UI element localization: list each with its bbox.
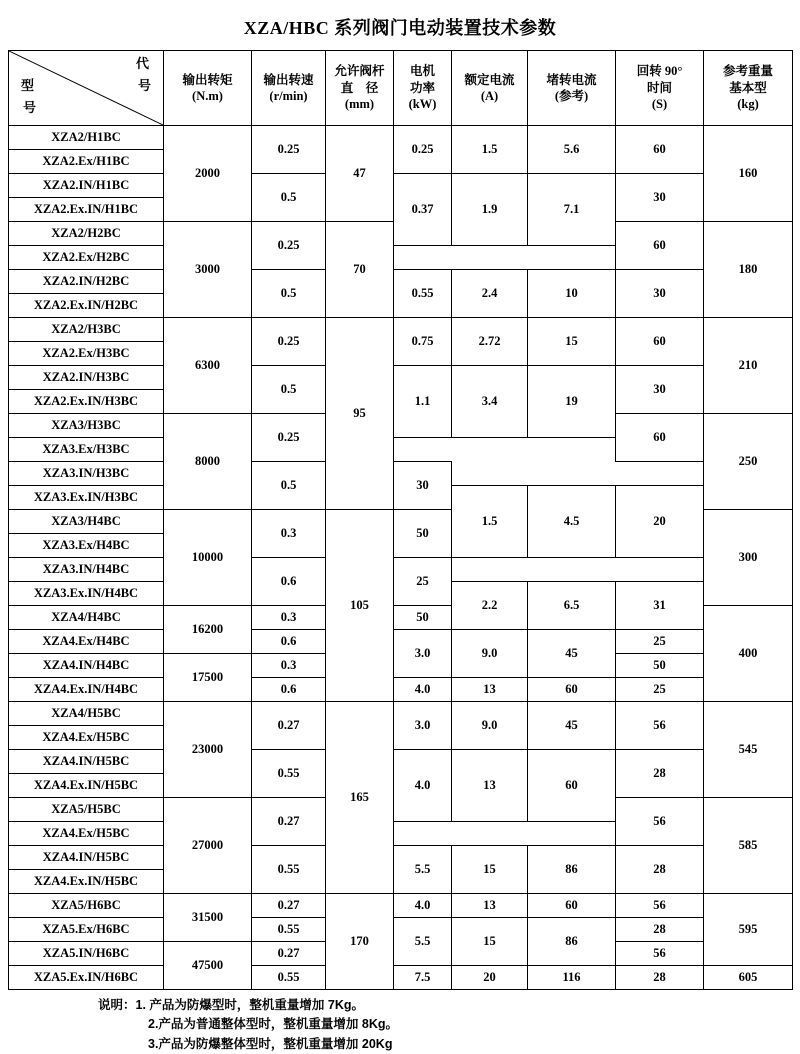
cell-current: 2.4	[452, 270, 528, 318]
cell-speed: 0.27	[252, 798, 326, 846]
cell-torque: 8000	[164, 414, 252, 510]
cell-current: 9.0	[452, 702, 528, 750]
cell-speed: 0.5	[252, 270, 326, 318]
cell-time: 25	[616, 678, 704, 702]
header-line: 电机	[409, 64, 435, 79]
cell-stall: 20	[616, 486, 704, 558]
cell-torque: 23000	[164, 702, 252, 798]
table-header-row	[9, 51, 793, 126]
cell-torque: 10000	[164, 510, 252, 606]
cell-time: 28	[616, 846, 704, 894]
cell-time: 25	[616, 630, 704, 654]
cell-stall: 31	[616, 582, 704, 630]
cell-time: 56	[616, 798, 704, 846]
cell-diameter: 105	[326, 510, 394, 702]
cell-time: 50	[394, 606, 452, 630]
cell-model: XZA2.Ex.IN/H3BC	[9, 390, 164, 414]
cell-power: 7.5	[394, 966, 452, 990]
cell-model: XZA2.Ex.IN/H2BC	[9, 294, 164, 318]
cell-speed: 0.25	[252, 414, 326, 462]
cell-weight: 595	[704, 894, 793, 966]
cell-model: XZA4.Ex.IN/H5BC	[9, 870, 164, 894]
cell-torque: 2000	[164, 126, 252, 222]
cell-speed: 0.6	[252, 558, 326, 606]
cell-weight: 210	[704, 318, 793, 414]
cell-time: 30	[394, 462, 452, 510]
cell-stall: 19	[528, 366, 616, 438]
cell-model: XZA4.Ex.IN/H4BC	[9, 678, 164, 702]
cell-model: XZA2.Ex.IN/H1BC	[9, 198, 164, 222]
header-corner-cell	[9, 51, 164, 126]
cell-weight: 300	[704, 510, 793, 606]
table-row	[9, 966, 793, 990]
cell-time: 60	[616, 414, 704, 462]
table-row	[9, 126, 793, 150]
spec-table	[8, 50, 793, 990]
table-row	[9, 702, 793, 726]
cell-model: XZA4.IN/H5BC	[9, 846, 164, 870]
cell-torque: 3000	[164, 222, 252, 318]
cell-stall: 15	[528, 318, 616, 366]
cell-diameter: 95	[326, 318, 394, 510]
cell-time: 60	[616, 318, 704, 366]
cell-model: XZA3.IN/H4BC	[9, 558, 164, 582]
notes-block	[8, 996, 792, 1054]
cell-time: 60	[616, 126, 704, 174]
cell-model: XZA3.Ex.IN/H4BC	[9, 582, 164, 606]
cell-current: 13	[452, 750, 528, 822]
header-line: 回转 90°	[636, 64, 683, 79]
cell-speed: 0.5	[252, 462, 326, 510]
header-line: (N.m)	[192, 89, 223, 103]
cell-stall: 7.1	[528, 174, 616, 246]
cell-speed: 0.3	[252, 510, 326, 558]
cell-time: 30	[616, 270, 704, 318]
table-row	[9, 678, 793, 702]
header-line: 允许阀杆	[334, 64, 385, 79]
cell-diameter: 70	[326, 222, 394, 318]
header-line: (S)	[651, 97, 668, 112]
cell-power: 4.0	[394, 750, 452, 822]
cell-time: 28	[616, 918, 704, 942]
cell-time: 30	[616, 366, 704, 414]
cell-model: XZA4.IN/H5BC	[9, 750, 164, 774]
cell-model: XZA2/H3BC	[9, 318, 164, 342]
header-line: (mm)	[344, 97, 375, 112]
cell-current: 6.5	[528, 582, 616, 630]
cell-torque: 47500	[164, 942, 252, 990]
cell-time: 56	[616, 942, 704, 966]
cell-current: 2.72	[452, 318, 528, 366]
note-line-3: 3.产品为防爆整体型时，整机重量增加 20Kg	[148, 1036, 393, 1051]
corner-label-xing: 型	[21, 78, 35, 93]
cell-model: XZA4/H4BC	[9, 606, 164, 630]
cell-current: 9.0	[452, 630, 528, 678]
cell-current: 20	[452, 966, 528, 990]
cell-power: 1.5	[452, 486, 528, 558]
cell-model: XZA2.Ex/H2BC	[9, 246, 164, 270]
cell-stall: 116	[528, 966, 616, 990]
cell-model: XZA3.Ex.IN/H3BC	[9, 486, 164, 510]
header-line: (r/min)	[269, 89, 308, 103]
header-rated-current	[452, 51, 528, 126]
cell-speed: 0.5	[252, 174, 326, 222]
cell-power: 0.25	[394, 126, 452, 174]
cell-weight: 605	[704, 966, 793, 990]
cell-model: XZA3/H3BC	[9, 414, 164, 438]
header-line: 时间	[646, 80, 672, 95]
cell-weight: 180	[704, 222, 793, 318]
cell-model: XZA4.Ex/H5BC	[9, 726, 164, 750]
cell-weight: 400	[704, 606, 793, 702]
table-row	[9, 318, 793, 342]
cell-time: 25	[394, 558, 452, 606]
cell-stall: 60	[528, 894, 616, 918]
cell-power: 4.0	[394, 678, 452, 702]
cell-speed: 0.6	[252, 678, 326, 702]
cell-speed: 0.55	[252, 966, 326, 990]
cell-diameter: 165	[326, 702, 394, 894]
table-row	[9, 750, 793, 774]
corner-label-dai: 代	[135, 56, 149, 71]
cell-speed: 0.5	[252, 366, 326, 414]
note-1-text: 1. 产品为防爆型时，整机重量增加 7Kg。	[135, 998, 365, 1012]
cell-speed: 0.3	[252, 654, 326, 678]
header-line: 基本型	[729, 80, 767, 95]
header-output-torque	[164, 51, 252, 126]
corner-label-hao-bottom: 号	[23, 100, 37, 115]
header-line: 直 径	[340, 80, 379, 95]
cell-stall: 45	[528, 630, 616, 678]
cell-time: 56	[616, 894, 704, 918]
cell-current: 13	[452, 894, 528, 918]
cell-time: 28	[616, 966, 704, 990]
cell-time: 56	[616, 702, 704, 750]
cell-speed: 0.55	[252, 918, 326, 942]
cell-torque: 6300	[164, 318, 252, 414]
cell-power: 0.55	[394, 270, 452, 318]
cell-speed: 0.25	[252, 318, 326, 366]
cell-model: XZA2/H1BC	[9, 126, 164, 150]
cell-stall: 5.6	[528, 126, 616, 174]
cell-current: 1.9	[452, 174, 528, 246]
cell-speed: 0.3	[252, 606, 326, 630]
cell-model: XZA2.IN/H2BC	[9, 270, 164, 294]
table-row	[9, 174, 793, 198]
cell-model: XZA5.Ex/H6BC	[9, 918, 164, 942]
cell-current: 13	[452, 678, 528, 702]
cell-model: XZA2.Ex/H1BC	[9, 150, 164, 174]
header-turn-time	[616, 51, 704, 126]
header-output-speed	[252, 51, 326, 126]
header-line: 额定电流	[464, 72, 515, 87]
notes-label: 说明：	[98, 998, 136, 1012]
cell-model: XZA2.IN/H3BC	[9, 366, 164, 390]
cell-weight: 545	[704, 702, 793, 798]
cell-time: 60	[616, 222, 704, 270]
header-motor-power	[394, 51, 452, 126]
cell-model: XZA4/H5BC	[9, 702, 164, 726]
cell-weight: 585	[704, 798, 793, 894]
cell-speed: 0.55	[252, 750, 326, 798]
cell-model: XZA3.Ex/H4BC	[9, 534, 164, 558]
cell-current: 3.4	[452, 366, 528, 438]
cell-model: XZA3.IN/H3BC	[9, 462, 164, 486]
note-line-2: 2.产品为普通整体型时，整机重量增加 8Kg。	[148, 1017, 399, 1032]
cell-current: 15	[452, 918, 528, 966]
cell-model: XZA2/H2BC	[9, 222, 164, 246]
table-row	[9, 462, 793, 486]
cell-model: XZA5/H6BC	[9, 894, 164, 918]
header-line: (参考)	[554, 89, 589, 103]
cell-model: XZA5.Ex.IN/H6BC	[9, 966, 164, 990]
cell-stall: 60	[528, 678, 616, 702]
cell-torque: 27000	[164, 798, 252, 894]
header-stem-diameter	[326, 51, 394, 126]
cell-model: XZA5.IN/H6BC	[9, 942, 164, 966]
page-title: XZA/HBC 系列阀门电动装置技术参数	[243, 18, 557, 38]
cell-diameter: 170	[326, 894, 394, 990]
cell-model: XZA3/H4BC	[9, 510, 164, 534]
cell-speed: 0.27	[252, 942, 326, 966]
cell-time: 28	[616, 750, 704, 798]
cell-time: 50	[616, 654, 704, 678]
cell-stall: 60	[528, 750, 616, 822]
cell-weight: 160	[704, 126, 793, 222]
cell-power: 5.5	[394, 918, 452, 966]
table-row	[9, 846, 793, 870]
cell-weight: 250	[704, 414, 793, 510]
cell-model: XZA4.Ex/H4BC	[9, 630, 164, 654]
table-row	[9, 894, 793, 918]
cell-current: 15	[452, 846, 528, 894]
header-line: 参考重量	[722, 64, 773, 79]
cell-model: XZA5/H5BC	[9, 798, 164, 822]
table-row	[9, 630, 793, 654]
cell-model: XZA3.Ex/H3BC	[9, 438, 164, 462]
cell-torque: 17500	[164, 654, 252, 702]
header-line: 功率	[409, 80, 435, 95]
cell-stall: 45	[528, 702, 616, 750]
header-stall-current	[528, 51, 616, 126]
note-line-1	[8, 996, 792, 1015]
cell-model: XZA4.Ex.IN/H5BC	[9, 774, 164, 798]
cell-power: 2.2	[452, 582, 528, 630]
header-line: (A)	[480, 89, 499, 103]
cell-model: XZA4.Ex/H5BC	[9, 822, 164, 846]
cell-power: 5.5	[394, 846, 452, 894]
cell-current: 1.5	[452, 126, 528, 174]
cell-torque: 31500	[164, 894, 252, 942]
cell-model: XZA2.IN/H1BC	[9, 174, 164, 198]
table-row	[9, 918, 793, 942]
cell-model: XZA2.Ex/H3BC	[9, 342, 164, 366]
cell-time: 50	[394, 510, 452, 558]
header-weight	[704, 51, 793, 126]
cell-power: 0.37	[394, 174, 452, 246]
cell-speed: 0.27	[252, 894, 326, 918]
header-line: 堵转电流	[546, 72, 597, 87]
cell-torque: 16200	[164, 606, 252, 654]
cell-speed: 0.25	[252, 126, 326, 174]
cell-power: 3.0	[394, 630, 452, 678]
cell-current: 4.5	[528, 486, 616, 558]
corner-label-hao-top: 号	[137, 78, 151, 93]
cell-model: XZA4.IN/H4BC	[9, 654, 164, 678]
cell-speed: 0.27	[252, 702, 326, 750]
table-row	[9, 558, 793, 582]
header-line: 输出转速	[263, 72, 314, 87]
cell-stall: 86	[528, 918, 616, 966]
table-row	[9, 366, 793, 390]
cell-speed: 0.6	[252, 630, 326, 654]
cell-time: 30	[616, 174, 704, 222]
table-row	[9, 270, 793, 294]
cell-stall: 86	[528, 846, 616, 894]
cell-power: 0.75	[394, 318, 452, 366]
cell-stall: 10	[528, 270, 616, 318]
cell-power: 3.0	[394, 702, 452, 750]
header-line: (kW)	[408, 97, 437, 112]
cell-power: 1.1	[394, 366, 452, 438]
cell-power: 4.0	[394, 894, 452, 918]
header-line: 输出转矩	[182, 72, 233, 87]
cell-speed: 0.55	[252, 846, 326, 894]
cell-diameter: 47	[326, 126, 394, 222]
cell-speed: 0.25	[252, 222, 326, 270]
header-line: (kg)	[737, 97, 759, 112]
